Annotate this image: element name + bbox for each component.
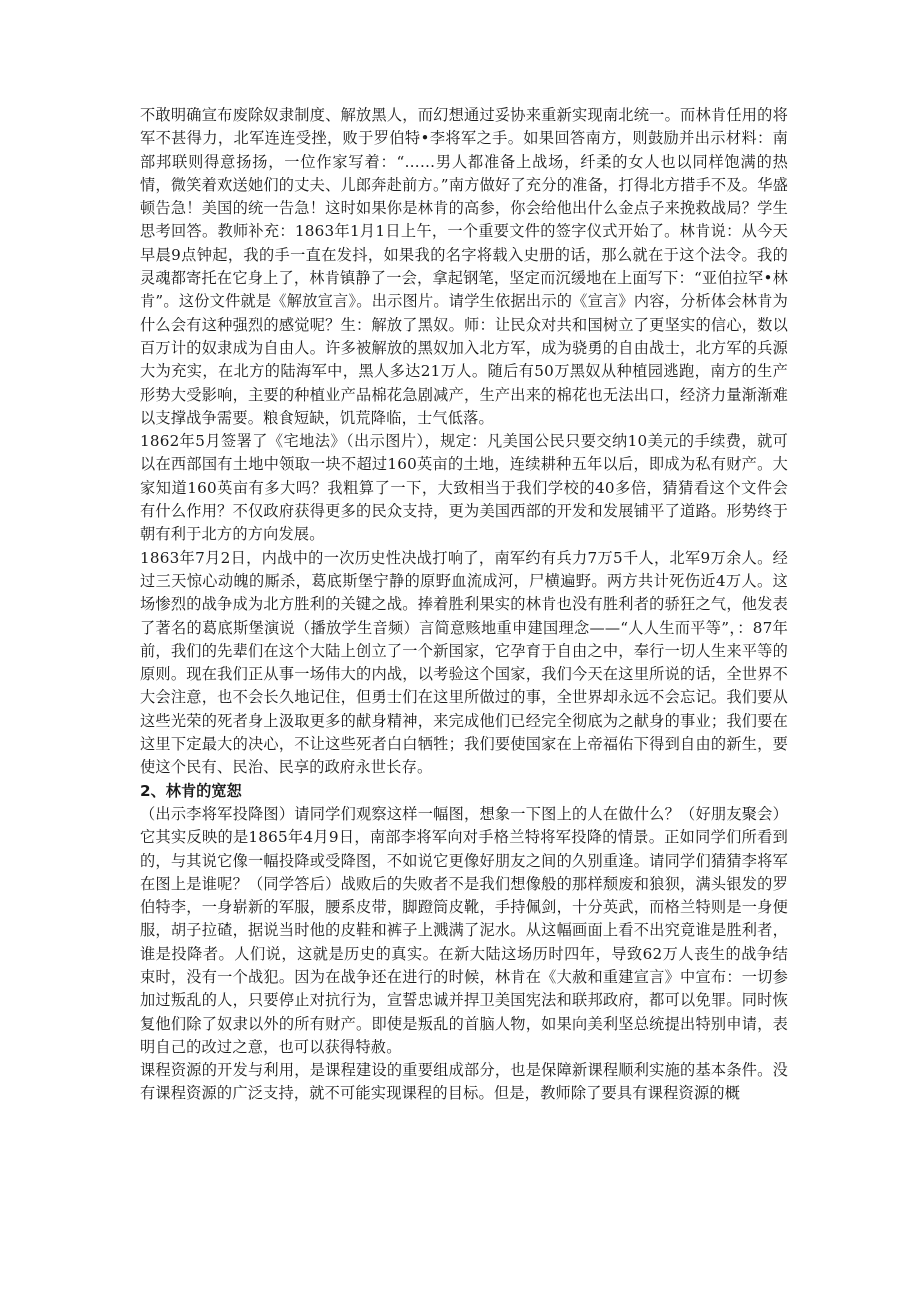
document-page xyxy=(140,104,788,1106)
paragraph-lee-surrender: （出示李将军投降图）请同学们观察这样一幅图，想象一下图上的人在做什么？（好朋友聚会）它其实反映的是1865年4月9日，南部李将军向对手格兰特将军投降的情景。正如同学们所看到的，与其说它像一幅投降或受降图，不如说它更像好朋友之间的久别重逢。请同学们猜猜李将军在图上是谁呢？（同学答后）战败后的失败者不是我们想像般的那样颓废和狼狈，满头银发的罗伯特李，一身崭新的军服，腰系皮带，脚蹬筒皮靴，手持佩剑，十分英武，而格兰特则是一身便服，胡子拉碴，据说当时他的皮鞋和裤子上溅满了泥水。从这幅画面上看不出究竟谁是胜利者，谁是投降者。人们说，这就是历史的真实。在新大陆这场历时四年，导致62万人丧生的战争结束时，没有一个战犯。因为在战争还在进行的时候，林肯在《大赦和重建宣言》中宣布：一切参加过叛乱的人，只要停止对抗行为，宣誓忠诚并捍卫美国宪法和联邦政府，都可以免罪。同时恢复他们除了奴隶以外的所有财产。即使是叛乱的首脑人物，如果向美利坚总统提出特别申请，表明自己的改过之意，也可以获得特赦。 xyxy=(140,804,788,1056)
paragraph-homestead-act: 1862年5月签署了《宅地法》（出示图片），规定：凡美国公民只要交纳10美元的手续费，就可以在西部国有土地中领取一块不超过160英亩的土地，连续耕种五年以后，即成为私有财产。大家知道160英亩有多大吗？我粗算了一下，大致相当于我们学校的40多倍，猜猜看这个文件会有什么作用？不仅政府获得更多的民众支持，更为美国西部的开发和发展铺平了道路。形势终于朝有利于北方的方向发展。 xyxy=(140,432,788,544)
paragraph-emancipation: 不敢明确宣布废除奴隶制度、解放黑人，而幻想通过妥协来重新实现南北统一。而林肯任用的将军不甚得力，北军连连受挫，败于罗伯特•李将军之手。如果回答南方，则鼓励并出示材料：南部邦联则得意扬扬，一位作家写着：“……男人都准备上战场，纤柔的女人也以同样饱满的热情，微笑着欢送她们的丈夫、儿郎奔赴前方。”南方做好了充分的准备，打得北方措手不及。华盛顿告急！美国的统一告急！这时如果你是林肯的高参，你会给他出什么金点子来挽救战局？学生思考回答。教师补充：1863年1月1日上午，一个重要文件的签字仪式开始了。林肯说：从今天早晨9点钟起，我的手一直在发抖，如果我的名字将载入史册的话，那么就在于这个法令。我的灵魂都寄托在它身上了，林肯镇静了一会，拿起钢笔，坚定而沉缓地在上面写下：“亚伯拉罕•林肯”。这份文件就是《解放宣言》。出示图片。请学生依据出示的《宣言》内容，分析体会林肯为什么会有这种强烈的感觉呢？生：解放了黑奴。师：让民众对共和国树立了更坚实的信心，数以百万计的奴隶成为自由人。许多被解放的黑奴加入北方军，成为骁勇的自由战士，北方军的兵源大为充实，在北方的陆海军中，黑人多达21万人。随后有50万黑奴从种植园逃跑，南方的生产形势大受影响，主要的种植业产品棉花急剧减产，生产出来的棉花也无法出口，经济力量渐渐难以支撑战争需要。粮食短缺，饥荒降临，士气低落。 xyxy=(140,106,789,427)
section-heading: 2、林肯的宽恕 xyxy=(140,781,242,800)
paragraph-gettysburg: 1863年7月2日，内战中的一次历史性决战打响了，南军约有兵力7万5千人，北军9万余人。经过三天惊心动魄的厮杀，葛底斯堡宁静的原野血流成河，尸横遍野。两方共计死伤近4万人。这场惨烈的战争成为北方胜利的关键之战。捧着胜利果实的林肯也没有胜利者的骄狂之气，他发表了著名的葛底斯堡演说（播放学生音频）言简意赅地重申建国理念——“人人生而平等”，：87年前，我们的先辈们在这个大陆上创立了一个新国家，它孕育于自由之中，奉行一切人生来平等的原则。现在我们正从事一场伟大的内战，以考验这个国家，我们今天在这里所说的话，全世界不大会注意，也不会长久地记住，但勇士们在这里所做过的事，全世界却永远不会忘记。我们要从这些光荣的死者身上汲取更多的献身精神，来完成他们已经完全彻底为之献身的事业；我们要在这里下定最大的决心，不让这些死者白白牺牲；我们要使国家在上帝福佑下得到自由的新生，要使这个民有、民治、民享的政府永世长存。 xyxy=(140,548,788,777)
paragraph-curriculum-resources: 课程资源的开发与利用，是课程建设的重要组成部分，也是保障新课程顺利实施的基本条件。没有课程资源的广泛支持，就不可能实现课程的目标。但是，教师除了要具有课程资源的概 xyxy=(140,1061,788,1103)
